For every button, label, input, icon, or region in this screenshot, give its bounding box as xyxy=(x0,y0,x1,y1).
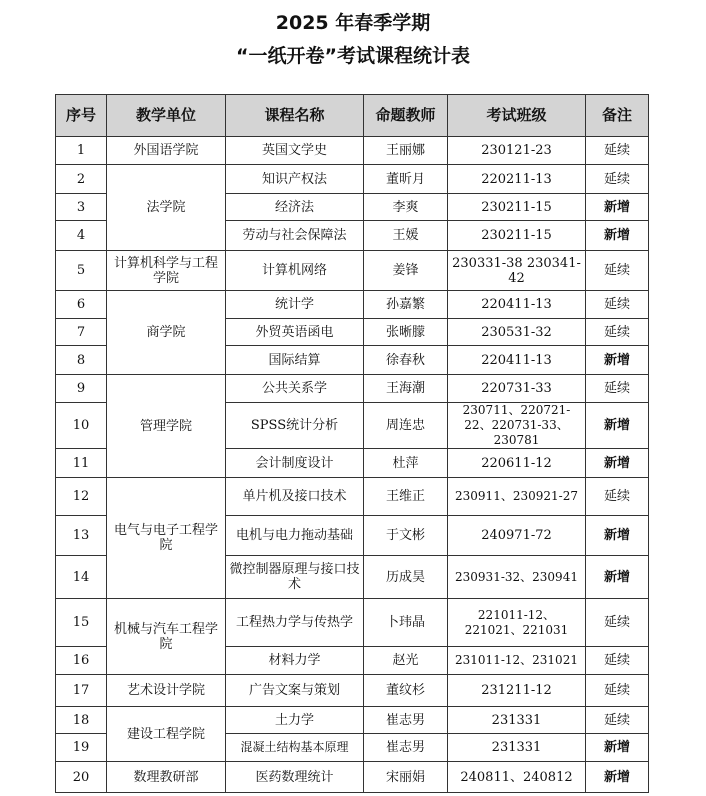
course-name: 统计学 xyxy=(226,291,364,319)
title-line-1: 2025 年春季学期 xyxy=(275,12,431,34)
table-row xyxy=(56,762,649,793)
exam-classes: 220611-12 xyxy=(448,449,586,478)
exam-classes: 230931-32、230941 xyxy=(448,556,586,599)
teaching-unit: 管理学院 xyxy=(107,375,226,478)
teacher-name: 董昕月 xyxy=(364,165,448,194)
course-name: 混凝土结构基本原理 xyxy=(226,734,364,762)
table-header-row xyxy=(56,95,649,137)
note: 延续 xyxy=(586,375,649,403)
exam-classes: 240811、240812 xyxy=(448,762,586,793)
teacher-name: 于文彬 xyxy=(364,516,448,556)
note: 新增 xyxy=(586,734,649,762)
teaching-unit: 机械与汽车工程学院 xyxy=(107,599,226,675)
teacher-name: 崔志男 xyxy=(364,707,448,734)
teaching-unit: 商学院 xyxy=(107,291,226,375)
teacher-name: 历成昊 xyxy=(364,556,448,599)
course-name: 单片机及接口技术 xyxy=(226,478,364,516)
exam-classes: 230211-15 xyxy=(448,194,586,221)
exam-classes: 231211-12 xyxy=(448,675,586,707)
course-name: 知识产权法 xyxy=(226,165,364,194)
table-row xyxy=(56,599,649,647)
note: 新增 xyxy=(586,346,649,375)
row-number: 10 xyxy=(56,403,107,449)
note: 新增 xyxy=(586,194,649,221)
table-row xyxy=(56,675,649,707)
note: 新增 xyxy=(586,556,649,599)
note: 新增 xyxy=(586,516,649,556)
course-name: 工程热力学与传热学 xyxy=(226,599,364,647)
row-number: 6 xyxy=(56,291,107,319)
note: 延续 xyxy=(586,478,649,516)
header-cell: 备注 xyxy=(586,95,649,137)
note: 延续 xyxy=(586,707,649,734)
teaching-unit: 建设工程学院 xyxy=(107,707,226,762)
row-number: 3 xyxy=(56,194,107,221)
exam-classes: 230531-32 xyxy=(448,319,586,346)
row-number: 12 xyxy=(56,478,107,516)
teacher-name: 徐春秋 xyxy=(364,346,448,375)
header-cell: 教学单位 xyxy=(107,95,226,137)
note: 延续 xyxy=(586,251,649,291)
exam-classes: 230911、230921-27 xyxy=(448,478,586,516)
course-name: 经济法 xyxy=(226,194,364,221)
note: 新增 xyxy=(586,762,649,793)
course-name: 电机与电力拖动基础 xyxy=(226,516,364,556)
course-name: 国际结算 xyxy=(226,346,364,375)
course-name: 材料力学 xyxy=(226,647,364,675)
exam-classes: 231011-12、231021 xyxy=(448,647,586,675)
title-line-2: “一纸开卷”考试课程统计表 xyxy=(236,45,470,67)
exam-classes: 220411-13 xyxy=(448,346,586,375)
teacher-name: 卜玮晶 xyxy=(364,599,448,647)
row-number: 18 xyxy=(56,707,107,734)
teaching-unit: 电气与电子工程学院 xyxy=(107,478,226,599)
teacher-name: 孙嘉繁 xyxy=(364,291,448,319)
teacher-name: 王丽娜 xyxy=(364,137,448,165)
course-name: 公共关系学 xyxy=(226,375,364,403)
course-name: SPSS统计分析 xyxy=(226,403,364,449)
teacher-name: 周连忠 xyxy=(364,403,448,449)
exam-classes: 230331-38 230341-42 xyxy=(448,251,586,291)
course-name: 会计制度设计 xyxy=(226,449,364,478)
teaching-unit: 数理教研部 xyxy=(107,762,226,793)
exam-classes: 230211-15 xyxy=(448,221,586,251)
table-row xyxy=(56,707,649,734)
note: 延续 xyxy=(586,137,649,165)
header-cell: 考试班级 xyxy=(448,95,586,137)
note: 延续 xyxy=(586,165,649,194)
exam-classes: 220211-13 xyxy=(448,165,586,194)
teaching-unit: 外国语学院 xyxy=(107,137,226,165)
teacher-name: 姜锋 xyxy=(364,251,448,291)
row-number: 14 xyxy=(56,556,107,599)
teacher-name: 崔志男 xyxy=(364,734,448,762)
header-cell: 序号 xyxy=(56,95,107,137)
row-number: 1 xyxy=(56,137,107,165)
row-number: 20 xyxy=(56,762,107,793)
row-number: 13 xyxy=(56,516,107,556)
teaching-unit: 计算机科学与工程学院 xyxy=(107,251,226,291)
teacher-name: 宋丽娟 xyxy=(364,762,448,793)
row-number: 11 xyxy=(56,449,107,478)
row-number: 15 xyxy=(56,599,107,647)
note: 延续 xyxy=(586,291,649,319)
exam-classes: 230711、220721-22、220731-33、230781 xyxy=(448,403,586,449)
table-row xyxy=(56,478,649,516)
row-number: 4 xyxy=(56,221,107,251)
course-name: 劳动与社会保障法 xyxy=(226,221,364,251)
teacher-name: 王维正 xyxy=(364,478,448,516)
exam-classes: 231331 xyxy=(448,707,586,734)
course-name: 土力学 xyxy=(226,707,364,734)
course-name: 英国文学史 xyxy=(226,137,364,165)
table-row xyxy=(56,291,649,319)
exam-classes: 240971-72 xyxy=(448,516,586,556)
teacher-name: 杜萍 xyxy=(364,449,448,478)
row-number: 16 xyxy=(56,647,107,675)
course-name: 微控制器原理与接口技术 xyxy=(226,556,364,599)
table-row xyxy=(56,251,649,291)
row-number: 7 xyxy=(56,319,107,346)
course-name: 广告文案与策划 xyxy=(226,675,364,707)
row-number: 9 xyxy=(56,375,107,403)
exam-classes: 220411-13 xyxy=(448,291,586,319)
exam-classes: 221011-12、221021、221031 xyxy=(448,599,586,647)
header-cell: 课程名称 xyxy=(226,95,364,137)
note: 新增 xyxy=(586,221,649,251)
teaching-unit: 法学院 xyxy=(107,165,226,251)
teacher-name: 李爽 xyxy=(364,194,448,221)
teacher-name: 张晰朦 xyxy=(364,319,448,346)
table-row xyxy=(56,165,649,194)
note: 延续 xyxy=(586,647,649,675)
note: 延续 xyxy=(586,599,649,647)
row-number: 2 xyxy=(56,165,107,194)
exam-classes: 230121-23 xyxy=(448,137,586,165)
row-number: 5 xyxy=(56,251,107,291)
row-number: 19 xyxy=(56,734,107,762)
teacher-name: 王海潮 xyxy=(364,375,448,403)
exam-course-table xyxy=(55,94,649,793)
teacher-name: 王媛 xyxy=(364,221,448,251)
teacher-name: 董纹杉 xyxy=(364,675,448,707)
teacher-name: 赵光 xyxy=(364,647,448,675)
note: 新增 xyxy=(586,403,649,449)
course-name: 计算机网络 xyxy=(226,251,364,291)
note: 延续 xyxy=(586,675,649,707)
row-number: 17 xyxy=(56,675,107,707)
exam-classes: 220731-33 xyxy=(448,375,586,403)
header-cell: 命题教师 xyxy=(364,95,448,137)
table-row xyxy=(56,137,649,165)
table-row xyxy=(56,375,649,403)
course-name: 医药数理统计 xyxy=(226,762,364,793)
teaching-unit: 艺术设计学院 xyxy=(107,675,226,707)
course-name: 外贸英语函电 xyxy=(226,319,364,346)
row-number: 8 xyxy=(56,346,107,375)
note: 新增 xyxy=(586,449,649,478)
note: 延续 xyxy=(586,319,649,346)
exam-classes: 231331 xyxy=(448,734,586,762)
